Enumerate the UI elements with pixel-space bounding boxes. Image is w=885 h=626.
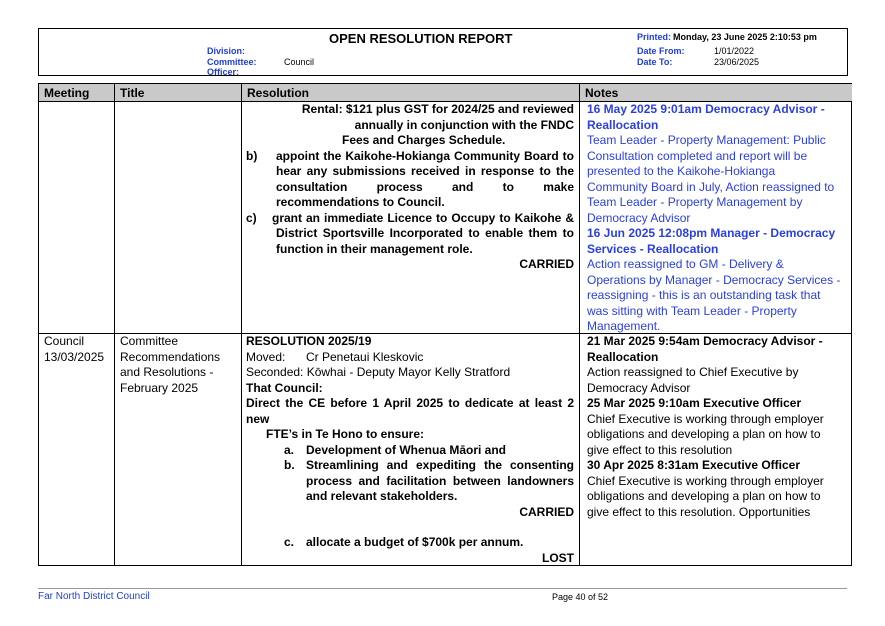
column-header-resolution: Resolution bbox=[242, 84, 579, 102]
row1-notes: 16 May 2025 9:01am Democracy Advisor - Reallocation Team Leader - Property Management: Public Consultation completed and report will be presented to the Kaikohe-Hokianga Community Board in July, Action reassigned to Team Leader - Property Management by Democracy Advisor 16 Jun 2025 12:08pm Manager - Democracy Services - Reallocation Action reassigned to GM - Delivery & Operations by Manager - Democracy Services - reassigning - this is an outstanding task that was sitting with Team Leader - Property Management. bbox=[587, 102, 841, 333]
column-header-meeting: Meeting bbox=[39, 84, 114, 102]
date-from-label: Date From: bbox=[637, 46, 685, 56]
row2-resolution: RESOLUTION 2025/19 Moved: Cr Penetaui Kleskovic Seconded: Kōwhai - Deputy Mayor Kelly Stratford That Council: Direct the CE before 1 April 2025 to dedicate at least 2 new FTE’s in Te Hono to ensure: a. Development of Whenua Māori and b. Streamlining and expediting the consenting process and facilitation between landowners and relevant stakeholders. CARRIED c. allocate a budget of $700k per annum. LOST bbox=[246, 334, 574, 565]
column-divider bbox=[114, 84, 115, 565]
resolution-table bbox=[38, 83, 852, 566]
committee-value: Council bbox=[284, 57, 315, 67]
page-number: Page 40 of 52 bbox=[552, 592, 609, 602]
column-divider bbox=[241, 84, 242, 565]
column-divider bbox=[579, 84, 580, 565]
printed-label: Printed: bbox=[637, 32, 672, 42]
row2-meeting: Council 13/03/2025 bbox=[44, 334, 105, 364]
row1-resolution: Rental: $121 plus GST for 2024/25 and reviewed annually in conjunction with the FNDC Fees and Charges Schedule. b) appoint the Kaikohe-Hokianga Community Board to hear any submissions received in response to the consultation process and to make recommendations to Council. c) grant an immediate Licence to Occupy to Kaikohe & District Sportsville Incorporated to enable them to function in their management role. CARRIED bbox=[246, 102, 574, 271]
footer-org: Far North District Council bbox=[38, 591, 150, 602]
row2-title: Committee Recommendations and Resolutions - February 2025 bbox=[120, 334, 221, 395]
date-to-label: Date To: bbox=[637, 57, 673, 67]
report-header bbox=[38, 28, 848, 76]
column-header-notes: Notes bbox=[580, 84, 852, 102]
footer-rule bbox=[38, 588, 847, 589]
officer-label: Officer: bbox=[207, 67, 240, 77]
column-header-title: Title bbox=[115, 84, 241, 102]
printed-value: Monday, 23 June 2025 2:10:53 pm bbox=[673, 32, 817, 42]
date-to-value: 23/06/2025 bbox=[714, 57, 760, 67]
date-from-value: 1/01/2022 bbox=[714, 46, 755, 56]
committee-label: Committee: bbox=[207, 57, 257, 67]
row2-notes: 21 Mar 2025 9:54am Democracy Advisor - Reallocation Action reassigned to Chief Executive by Democracy Advisor 25 Mar 2025 9:10am Executive Officer Chief Executive is working through employer obligations and developing a plan on how to give effect to this resolution 30 Apr 2025 8:31am Executive Officer Chief Executive is working through employer obligations and developing a plan on how to give effect to this resolution. Opportunities bbox=[587, 334, 824, 519]
division-label: Division: bbox=[207, 46, 246, 56]
report-title: OPEN RESOLUTION REPORT bbox=[329, 31, 513, 46]
